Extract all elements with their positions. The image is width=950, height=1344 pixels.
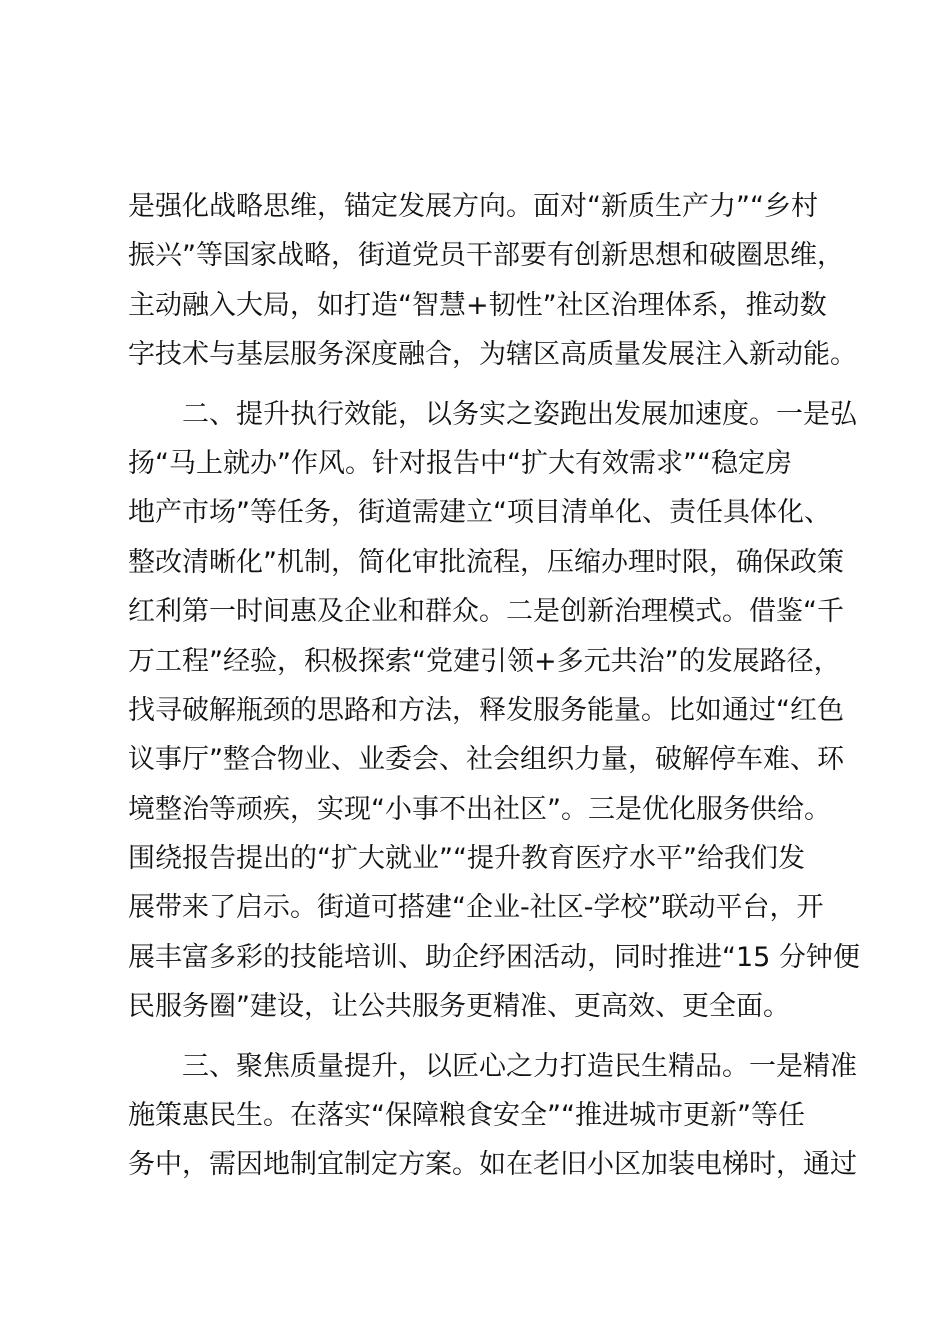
text-line: 务中，需因地制宜制定方案。如在老旧小区加装电梯时，通过 <box>128 1149 857 1181</box>
text-line: 地产市场”等任务，街道需建立“项目清单化、责任具体化、 <box>128 497 831 529</box>
text-line: 展丰富多彩的技能培训、助企纾困活动，同时推进“15 分钟便 <box>128 941 860 973</box>
paragraph-spacing <box>128 380 858 390</box>
text-line: 施策惠民生。在落实“保障粮食安全”“推进城市更新”等任 <box>128 1100 805 1132</box>
text-line: 围绕报告提出的“扩大就业”“提升教育医疗水平”给我们发 <box>128 843 805 875</box>
text-line: 是强化战略思维，锚定发展方向。面对“新质生产力”“乡村 <box>128 191 818 222</box>
text-line: 红利第一时间惠及企业和群众。二是创新治理模式。借鉴“千 <box>128 596 844 628</box>
text-line: 振兴”等国家战略，街道党员干部要有创新思想和破圈思维， <box>128 240 844 272</box>
text-line: 议事厅”整合物业、业委会、社会组织力量，破解停车难、环 <box>128 744 844 776</box>
text-line: 二、提升执行效能，以务实之姿跑出发展加速度。一是弘 <box>128 398 857 430</box>
text-line: 扬“马上就办”作风。针对报告中“扩大有效需求”“稳定房 <box>128 447 792 479</box>
text-line: 境整治等顽疾，实现“小事不出社区”。三是优化服务供给。 <box>128 793 831 825</box>
text-line: 展带来了启示。街道可搭建“企业-社区-学校”联动平台，开 <box>128 892 824 924</box>
paragraph-3 <box>128 1042 858 1190</box>
text-line: 主动融入大局，如打造“智慧+韧性”社区治理体系，推动数 <box>128 289 827 321</box>
text-line: 三、聚焦质量提升，以匠心之力打造民生精品。一是精准 <box>128 1050 857 1082</box>
paragraph-spacing <box>128 1032 858 1042</box>
text-line: 民服务圈”建设，让公共服务更精准、更高效、更全面。 <box>128 991 790 1023</box>
paragraph-1 <box>128 182 858 380</box>
text-line: 整改清晰化”机制，简化审批流程，压缩办理时限，确保政策 <box>128 546 844 578</box>
text-line: 找寻破解瓶颈的思路和方法，释发服务能量。比如通过“红色 <box>128 694 844 726</box>
text-line: 字技术与基层服务深度融合，为辖区高质量发展注入新动能。 <box>128 339 857 371</box>
paragraph-2 <box>128 390 858 1032</box>
document-body <box>128 182 858 1190</box>
text-line: 万工程”经验，积极探索“党建引领+多元共治”的发展路径， <box>128 645 841 677</box>
